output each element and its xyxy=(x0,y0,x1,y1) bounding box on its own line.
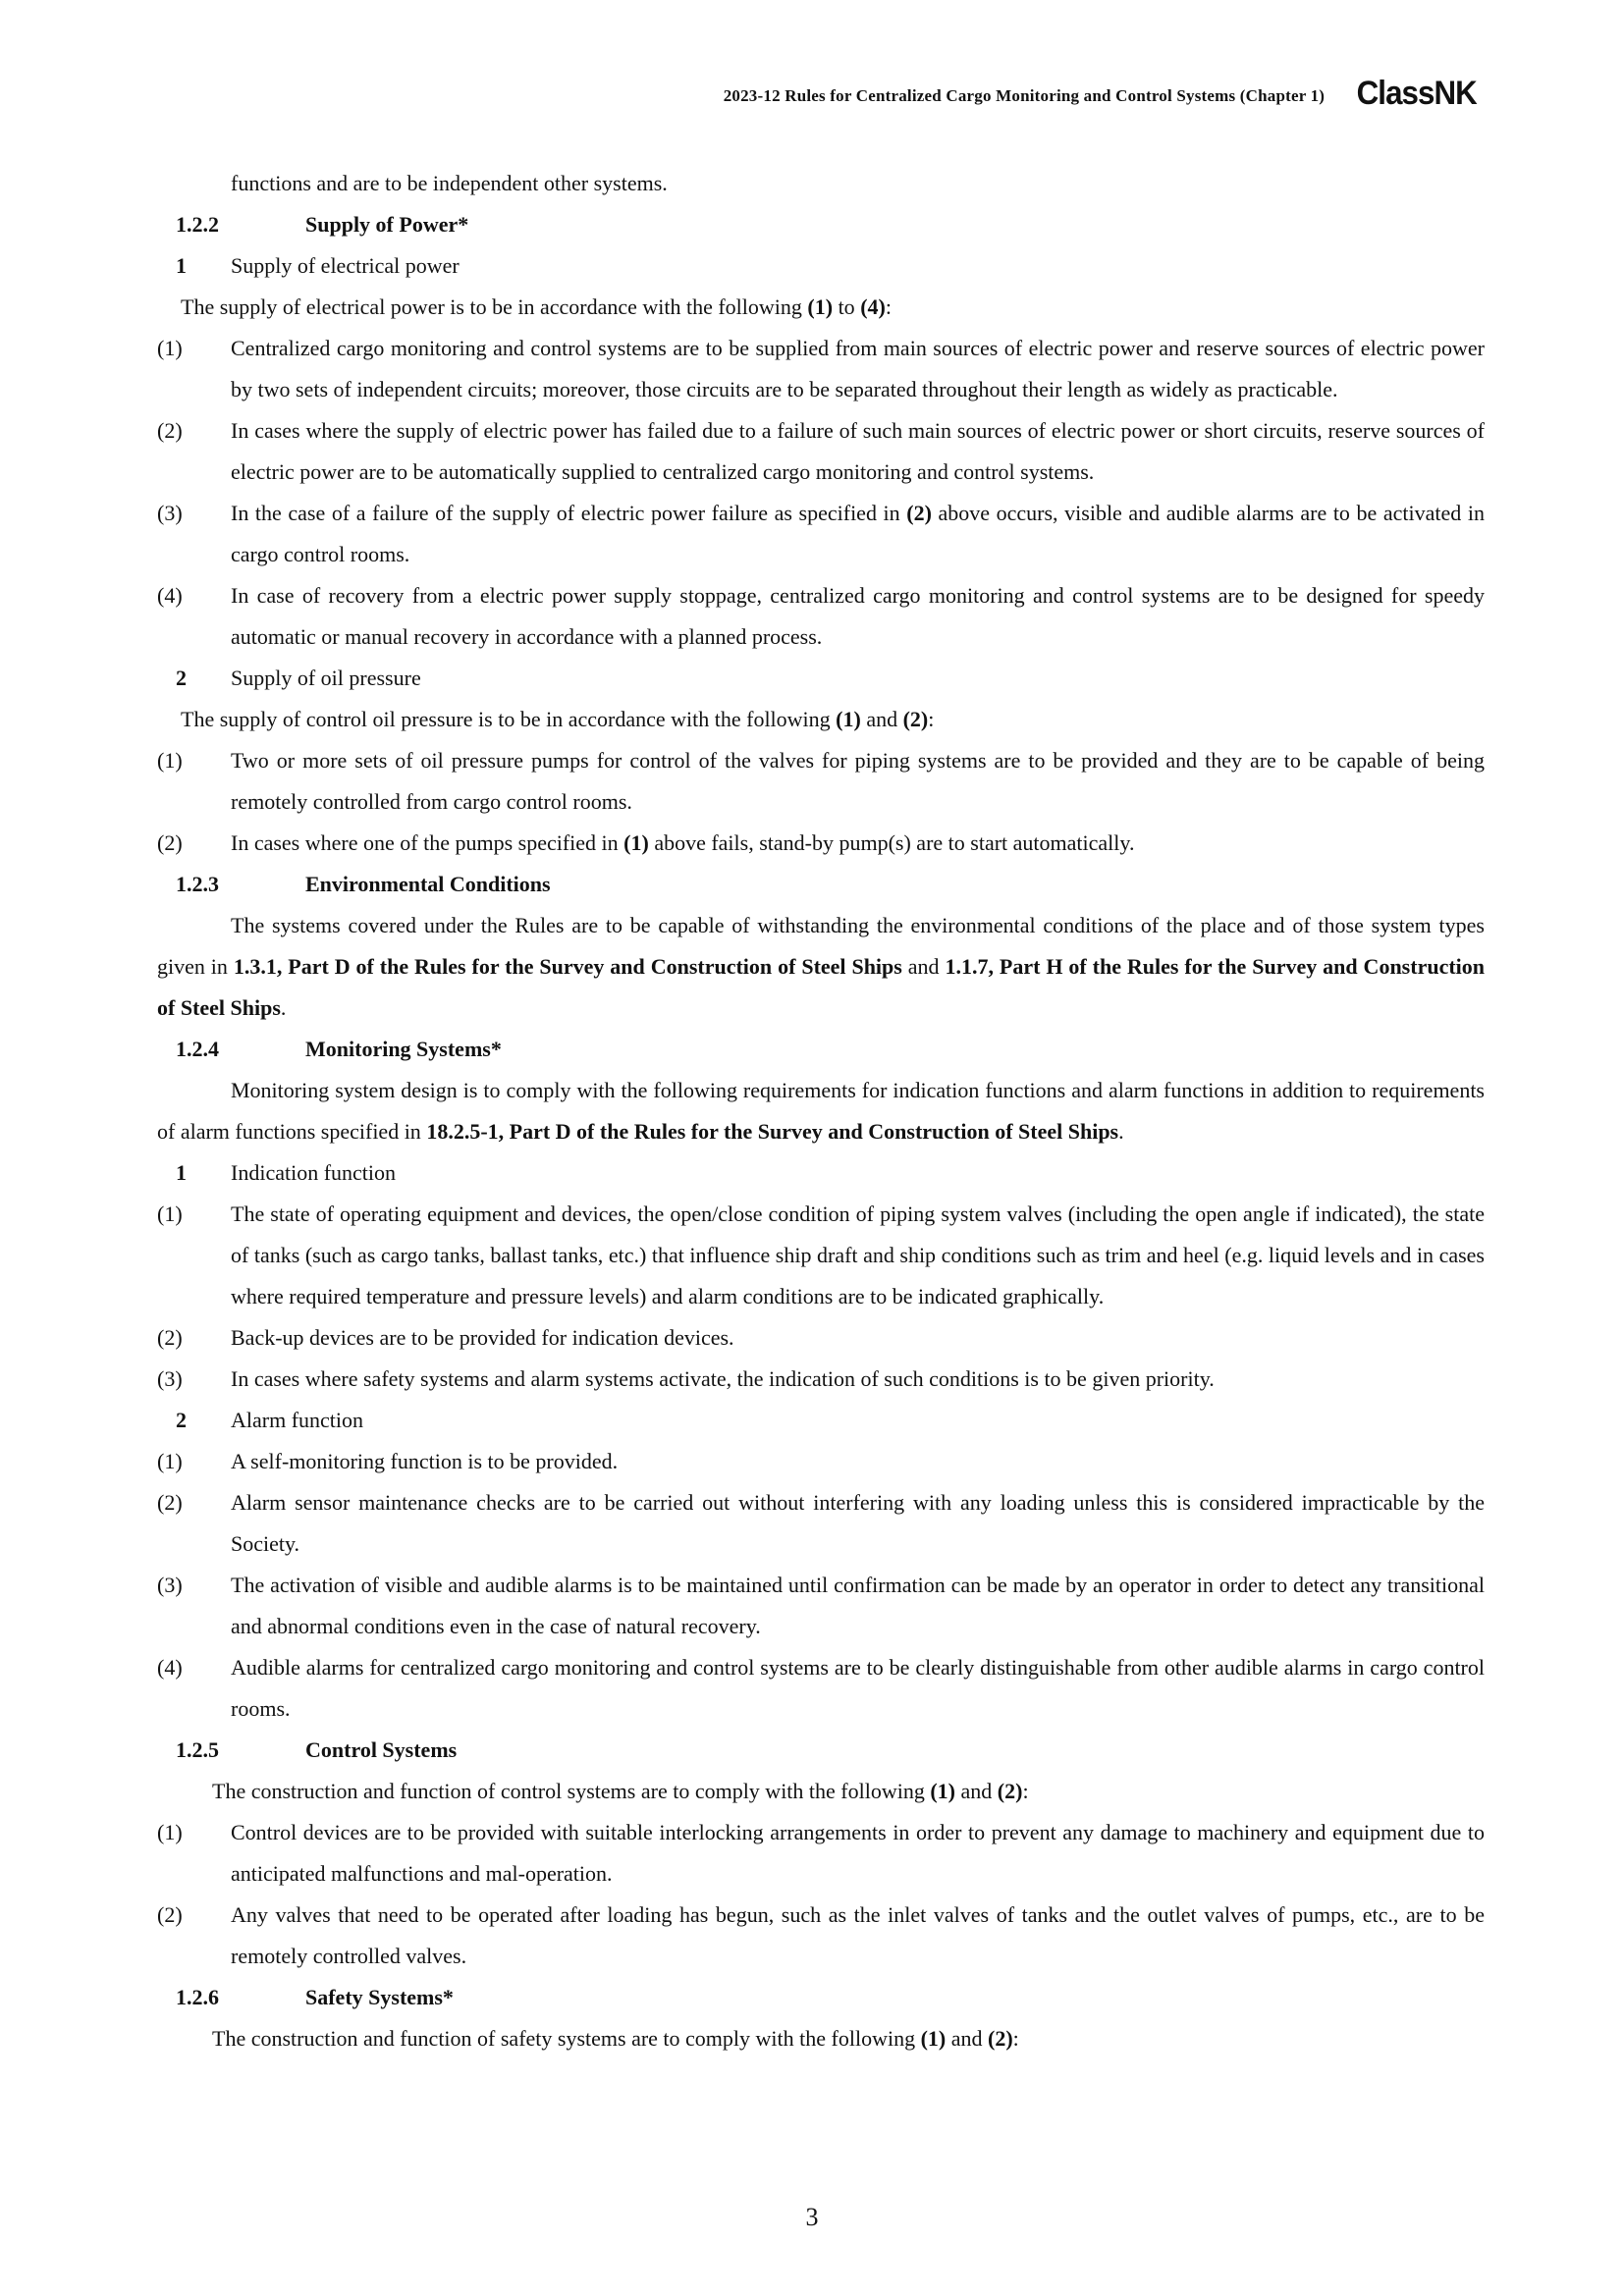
paragraph-text: and xyxy=(946,2026,988,2051)
item-number: (1) xyxy=(157,1820,183,1844)
subsection-alarm xyxy=(157,1400,1485,1441)
paragraph-text: and xyxy=(955,1779,998,1803)
item-text: In cases where safety systems and alarm systems activate, the indication of such conditions is to be given priority. xyxy=(231,1366,1215,1391)
item-text: Two or more sets of oil pressure pumps for control of the valves for piping systems are to be provided and they are to be capable of being remotely controlled from cargo control rooms. xyxy=(231,748,1485,814)
item-number: (1) xyxy=(157,1449,183,1473)
section-title: Monitoring Systems* xyxy=(305,1037,502,1061)
ref-bold: (2) xyxy=(902,707,929,731)
subsection-title: Supply of oil pressure xyxy=(231,666,421,690)
classnk-logo: ClassNK xyxy=(1356,75,1477,112)
item-number: (2) xyxy=(157,1902,183,1927)
list-item xyxy=(157,493,1485,575)
page-number: 3 xyxy=(805,2203,819,2231)
ref-bold: (2) xyxy=(988,2026,1013,2051)
item-number: (2) xyxy=(157,1490,183,1515)
intro-text: The supply of electrical power is to be in accordance with the following xyxy=(181,294,808,319)
ref-bold: (2) xyxy=(997,1779,1023,1803)
ref-bold: (1) xyxy=(807,294,834,319)
section-paragraph xyxy=(157,905,1485,1029)
list-item xyxy=(157,328,1485,410)
item-number: (3) xyxy=(157,1573,183,1597)
item-text xyxy=(231,493,1485,575)
ref-bold: 18.2.5-1, Part D of the Rules for the Survey and Construction of Steel Ships xyxy=(426,1119,1119,1144)
item-text: Back-up devices are to be provided for indication devices. xyxy=(231,1325,734,1350)
item-number: (4) xyxy=(157,583,183,608)
section-number: 1.2.5 xyxy=(176,1737,219,1762)
paragraph-text: The systems covered under the Rules are to be capable of withstanding the environmental conditions of the place and of those system types given in xyxy=(157,913,1485,979)
paragraph-text: The construction and function of safety systems are to comply with the following xyxy=(212,2026,921,2051)
intro-text: and xyxy=(860,707,903,731)
list-item xyxy=(157,1647,1485,1730)
ref-bold: (1) xyxy=(836,707,861,731)
item-number: (1) xyxy=(157,336,183,360)
subsection-intro xyxy=(157,699,1485,740)
ref-bold: (4) xyxy=(860,294,886,319)
section-title: Control Systems xyxy=(305,1737,458,1762)
section-paragraph xyxy=(157,2018,1485,2059)
list-item xyxy=(157,740,1485,823)
intro-text: : xyxy=(885,294,892,319)
item-text: The state of operating equipment and devices, the open/close condition of piping system valves (including the open angle if indicated), the state of tanks (such as cargo tanks, ballast tanks, etc.) that influence ship draft and ship conditions such as trim and heel (e.g. liquid levels and in cases where required temperature and pressure levels) and alarm conditions are to be indicated graphically. xyxy=(231,1201,1485,1308)
item-text: Centralized cargo monitoring and control systems are to be supplied from main sources of electric power and reserve sources of electric power by two sets of independent circuits; moreover, those circuits are to be separated throughout their length as widely as practicable. xyxy=(231,336,1485,401)
subsection-number: 2 xyxy=(176,666,187,690)
item-number: (3) xyxy=(157,501,183,525)
section-heading-1-2-2 xyxy=(157,204,1485,245)
paragraph-text: The construction and function of control systems are to comply with the following xyxy=(212,1779,931,1803)
list-item xyxy=(157,1317,1485,1359)
subsection-number: 2 xyxy=(176,1408,187,1432)
paragraph-text: and xyxy=(901,954,946,979)
item-text: In cases where the supply of electric power has failed due to a failure of such main sources of electric power or short circuits, reserve sources of electric power are to be automatically supplied to centralized cargo monitoring and control systems. xyxy=(231,418,1485,484)
section-title: Supply of Power* xyxy=(305,212,469,237)
list-item xyxy=(157,1565,1485,1647)
item-text xyxy=(231,823,1485,864)
ref-bold: (1) xyxy=(920,2026,947,2051)
ref-bold: 1.1.7, Part H of the Rules for the Survey and Construction of Steel Ships xyxy=(157,954,1486,1020)
item-text-part: In cases where one of the pumps specified in xyxy=(231,830,624,855)
item-text: Audible alarms for centralized cargo monitoring and control systems are to be clearly distinguishable from other audible alarms in cargo control rooms. xyxy=(231,1655,1485,1721)
item-number: (3) xyxy=(157,1366,183,1391)
section-heading-1-2-5 xyxy=(157,1730,1485,1771)
item-text-part: above occurs, visible and audible alarms are to be activated in cargo control rooms. xyxy=(231,501,1485,566)
section-paragraph xyxy=(157,1771,1485,1812)
subsection-indication xyxy=(157,1152,1485,1194)
page-header xyxy=(724,77,1477,110)
item-number: (2) xyxy=(157,1325,183,1350)
running-header-title: 2023-12 Rules for Centralized Cargo Monitoring and Control Systems (Chapter 1) xyxy=(723,86,1326,105)
subsection-number: 1 xyxy=(176,253,187,278)
subsection-number: 1 xyxy=(176,1160,187,1185)
list-item xyxy=(157,410,1485,493)
item-number: (1) xyxy=(157,748,183,773)
continued-text: functions and are to be independent other systems. xyxy=(231,171,668,195)
paragraph-text: . xyxy=(280,995,287,1020)
subsection-2 xyxy=(157,658,1485,699)
item-text: Any valves that need to be operated after loading has begun, such as the inlet valves of tanks and the outlet valves of pumps, etc., are to be remotely controlled valves. xyxy=(231,1902,1485,1968)
list-item xyxy=(157,823,1485,864)
item-text-part: above fails, stand-by pump(s) are to start automatically. xyxy=(648,830,1135,855)
section-heading-1-2-4 xyxy=(157,1029,1485,1070)
ref-bold: (1) xyxy=(930,1779,956,1803)
item-text: A self-monitoring function is to be provided. xyxy=(231,1449,619,1473)
document-body xyxy=(157,163,1485,2059)
ref-bold: 1.3.1, Part D of the Rules for the Survey and Construction of Steel Ships xyxy=(233,954,902,979)
subsection-title: Alarm function xyxy=(231,1408,364,1432)
item-text-part: In the case of a failure of the supply of electric power failure as specified in xyxy=(231,501,907,525)
subsection-intro xyxy=(157,287,1485,328)
section-number: 1.2.4 xyxy=(176,1037,219,1061)
intro-text: The supply of control oil pressure is to be in accordance with the following xyxy=(181,707,837,731)
paragraph-text: : xyxy=(1022,1779,1029,1803)
item-number: (4) xyxy=(157,1655,183,1680)
section-title: Safety Systems* xyxy=(305,1985,454,2009)
section-number: 1.2.6 xyxy=(176,1985,219,2009)
subsection-title: Indication function xyxy=(231,1160,397,1185)
intro-text: to xyxy=(833,294,861,319)
item-text: Control devices are to be provided with suitable interlocking arrangements in order to prevent any damage to machinery and equipment due to anticipated malfunctions and mal-operation. xyxy=(231,1820,1485,1886)
subsection-1 xyxy=(157,245,1485,287)
section-title: Environmental Conditions xyxy=(305,872,551,896)
list-item xyxy=(157,1194,1485,1317)
intro-text: : xyxy=(928,707,935,731)
paragraph-text: . xyxy=(1118,1119,1124,1144)
paragraph-text: Monitoring system design is to comply with the following requirements for indication functions and alarm functions in addition to requirements of alarm functions specified in xyxy=(157,1078,1485,1144)
list-item xyxy=(157,1359,1485,1400)
item-number: (2) xyxy=(157,418,183,443)
paragraph-text: : xyxy=(1012,2026,1019,2051)
subsection-title: Supply of electrical power xyxy=(231,253,460,278)
ref-bold: (1) xyxy=(623,830,649,855)
list-item xyxy=(157,1895,1485,1977)
list-item xyxy=(157,575,1485,658)
list-item xyxy=(157,1812,1485,1895)
item-text: Alarm sensor maintenance checks are to be carried out without interfering with any loading unless this is considered impracticable by the Society. xyxy=(231,1490,1485,1556)
item-number: (2) xyxy=(157,830,183,855)
section-heading-1-2-3 xyxy=(157,864,1485,905)
ref-bold: (2) xyxy=(906,501,932,525)
item-text: In case of recovery from a electric power supply stoppage, centralized cargo monitoring and control systems are to be designed for speedy automatic or manual recovery in accordance with a planned process. xyxy=(231,583,1485,649)
list-item xyxy=(157,1441,1485,1482)
item-number: (1) xyxy=(157,1201,183,1226)
section-number: 1.2.3 xyxy=(176,872,219,896)
list-item xyxy=(157,1482,1485,1565)
section-number: 1.2.2 xyxy=(176,212,219,237)
section-heading-1-2-6 xyxy=(157,1977,1485,2018)
section-paragraph xyxy=(157,1070,1485,1152)
item-text: The activation of visible and audible alarms is to be maintained until confirmation can be made by an operator in order to detect any transitional and abnormal conditions even in the case of natural recovery. xyxy=(231,1573,1485,1638)
